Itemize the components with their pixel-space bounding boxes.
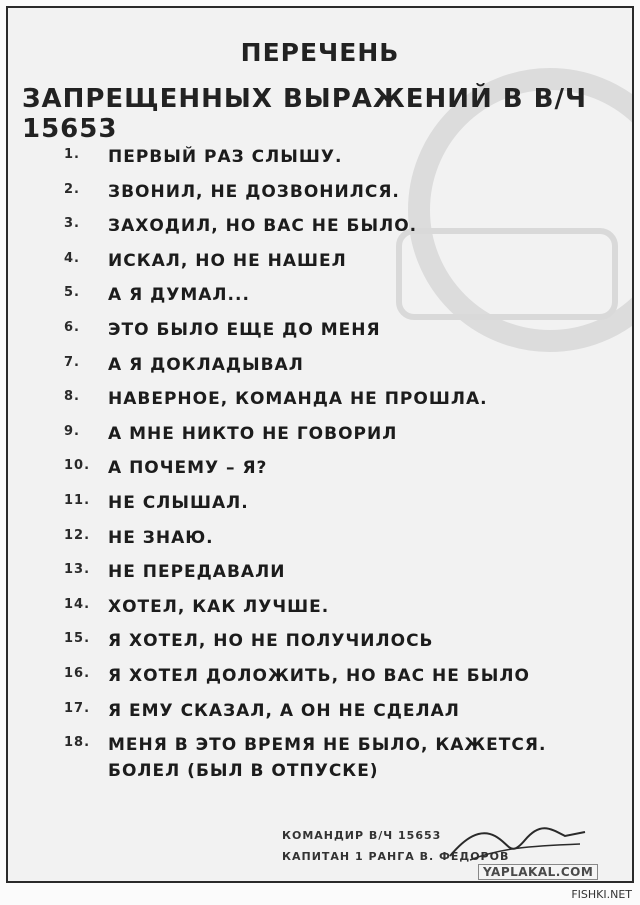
item-text: Я ХОТЕЛ, НО НЕ ПОЛУЧИЛОСЬ <box>108 631 434 652</box>
list-item <box>64 386 614 421</box>
item-text: ХОТЕЛ, КАК ЛУЧШЕ. <box>108 596 330 617</box>
item-text: А ПОЧЕМУ – Я? <box>108 458 268 479</box>
list-item <box>64 628 614 663</box>
item-number: 16. <box>64 665 91 681</box>
item-text: НАВЕРНОЕ, КОМАНДА НЕ ПРОШЛА. <box>108 389 488 410</box>
signature-rank-name: КАПИТАН 1 РАНГА В. ФЕДОРОВ <box>282 849 510 863</box>
list-item <box>64 282 614 317</box>
item-text: ИСКАЛ, НО НЕ НАШЕЛ <box>108 250 347 271</box>
item-number: 14. <box>64 596 91 612</box>
item-text: ЭТО БЫЛО ЕЩЕ ДО МЕНЯ <box>108 319 381 340</box>
item-number: 15. <box>64 631 91 647</box>
item-text: НЕ СЛЫШАЛ. <box>108 492 249 513</box>
item-number: 10. <box>64 458 91 474</box>
list-item <box>64 525 614 560</box>
list-item <box>64 594 614 629</box>
item-number: 5. <box>64 285 80 301</box>
yaplakal-watermark: YAPLAKAL.COM <box>478 864 598 880</box>
list-item <box>64 352 614 387</box>
item-number: 2. <box>64 181 80 197</box>
signature-position: КОМАНДИР В/Ч 15653 <box>282 829 442 842</box>
list-item <box>64 179 614 214</box>
list-item <box>64 663 614 698</box>
item-text: Я ЕМУ СКАЗАЛ, А ОН НЕ СДЕЛАЛ <box>108 700 460 721</box>
fishki-watermark: FISHKI.NET <box>571 888 632 901</box>
item-number: 8. <box>64 389 80 405</box>
list-item <box>64 698 614 733</box>
list-item <box>64 421 614 456</box>
list-item <box>64 317 614 352</box>
item-text: МЕНЯ В ЭТО ВРЕМЯ НЕ БЫЛО, КАЖЕТСЯ. БОЛЕЛ (БЫЛ В ОТПУСКЕ) <box>108 735 547 782</box>
item-number: 18. <box>64 735 91 751</box>
item-number: 17. <box>64 700 91 716</box>
list-item <box>64 248 614 283</box>
list-item <box>64 213 614 248</box>
handwritten-signature <box>440 818 590 868</box>
item-text: А МНЕ НИКТО НЕ ГОВОРИЛ <box>108 423 398 444</box>
item-text: Я ХОТЕЛ ДОЛОЖИТЬ, НО ВАС НЕ БЫЛО <box>108 665 530 686</box>
list-item <box>64 559 614 594</box>
item-number: 11. <box>64 492 91 508</box>
item-number: 6. <box>64 319 80 335</box>
list-item <box>64 732 614 796</box>
item-number: 12. <box>64 527 91 543</box>
list-item <box>64 455 614 490</box>
item-number: 1. <box>64 147 80 162</box>
item-text: ЗАХОДИЛ, НО ВАС НЕ БЫЛО. <box>108 216 418 237</box>
item-number: 7. <box>64 354 80 370</box>
list-item <box>64 144 614 179</box>
item-number: 4. <box>64 250 80 266</box>
item-text: ЗВОНИЛ, НЕ ДОЗВОНИЛСЯ. <box>108 181 400 202</box>
forbidden-phrases-list <box>64 144 614 796</box>
item-number: 3. <box>64 216 80 232</box>
item-text: НЕ ПЕРЕДАВАЛИ <box>108 562 286 583</box>
document-subtitle: ЗАПРЕЩЕННЫХ ВЫРАЖЕНИЙ В В/Ч 15653 <box>22 84 588 144</box>
item-text: А Я ДУМАЛ... <box>108 285 250 306</box>
item-number: 9. <box>64 423 80 439</box>
document-title: ПЕРЕЧЕНЬ <box>240 38 400 67</box>
item-text: ПЕРВЫЙ РАЗ СЛЫШУ. <box>108 147 343 167</box>
item-number: 13. <box>64 562 91 578</box>
item-text: НЕ ЗНАЮ. <box>108 527 214 548</box>
document-sheet <box>6 6 634 883</box>
list-item <box>64 490 614 525</box>
item-text: А Я ДОКЛАДЫВАЛ <box>108 354 304 375</box>
